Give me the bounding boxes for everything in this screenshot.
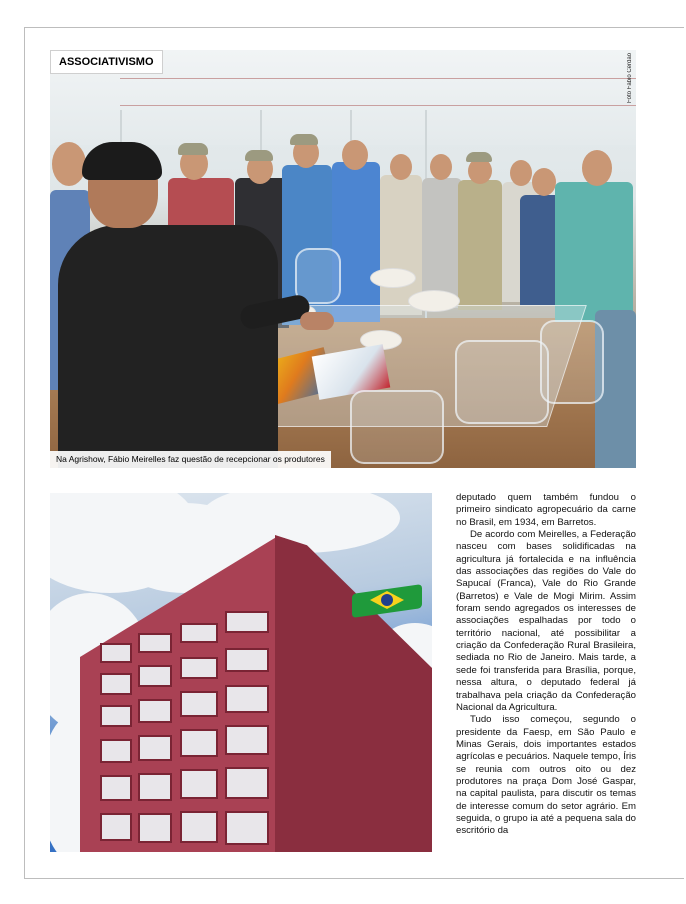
speaker-suit: [58, 225, 278, 468]
section-tag: ASSOCIATIVISMO: [50, 50, 163, 74]
acrylic-chair: [455, 340, 549, 424]
window: [100, 705, 132, 727]
person-head: [342, 140, 368, 170]
person-head: [390, 154, 412, 180]
article-column: [456, 492, 636, 854]
cap: [290, 134, 318, 145]
food-plate: [408, 290, 460, 312]
person-head: [510, 160, 532, 186]
window: [180, 691, 218, 717]
window: [225, 685, 269, 713]
person-head: [430, 154, 452, 180]
cap: [466, 152, 492, 162]
ceiling-line: [120, 105, 636, 106]
photo-caption: Na Agrishow, Fábio Meirelles faz questão de recepcionar os produtores: [50, 451, 331, 468]
person-head: [52, 142, 86, 186]
building-photo: [50, 493, 432, 852]
article-paragraph: Tudo isso começou, segundo o presidente da Faesp, em São Paulo e Minas Gerais, dois importantes estados agrícolas e pecuários. Naquele tempo, Íris se reunia com outros oito ou dez produtores na praça Dom José Gaspar, na capital paulista, para discutir os temas de interesse comum do setor agrário. Em seguida, o grupo ia até a pequena sala do escritório da: [456, 714, 636, 837]
window: [180, 811, 218, 843]
building-side: [275, 535, 432, 852]
person: [422, 178, 462, 308]
person: [332, 162, 380, 322]
window: [180, 769, 218, 799]
photo-credit: Foto Fabio Cerdao: [627, 52, 633, 103]
window: [180, 729, 218, 757]
window: [225, 611, 269, 633]
window: [138, 735, 172, 761]
cap: [178, 143, 208, 155]
window: [180, 657, 218, 679]
window: [100, 775, 132, 801]
window: [225, 811, 269, 845]
article-paragraph: De acordo com Meirelles, a Federação nasceu com bases solidificadas na agricultura já fortalecida e na influência das associações das regiões do Vale do Sapucaí (Franca), Vale do Rio Grande (Barretos) e Vale de Mogi Mirim. Assim foram sendo agregados os interesses de associações espalhadas por todo o território nacional, até possibilitar a criação da Confederação Rural Brasileira, sediada no Rio de Janeiro. Mais tarde, a sede foi transferida para Brasília, porque, nessa altura, o deputado federal já trabalhava pela criação da Confederação Nacional da Agricultura.: [456, 529, 636, 713]
window: [100, 739, 132, 763]
speaker-hair: [82, 142, 162, 180]
window: [100, 643, 132, 663]
window: [138, 813, 172, 843]
window: [138, 665, 172, 687]
window: [138, 699, 172, 723]
acrylic-chair: [540, 320, 604, 404]
window: [138, 773, 172, 801]
article-paragraph: deputado quem também fundou o primeiro sindicato agropecuário da carne no Brasil, em 1934, em Barretos.: [456, 492, 636, 528]
window: [100, 673, 132, 695]
person-head: [582, 150, 612, 186]
person-head: [532, 168, 556, 196]
event-photo: [50, 50, 636, 468]
acrylic-chair: [350, 390, 444, 464]
window: [100, 813, 132, 841]
window: [225, 725, 269, 755]
cap: [245, 150, 273, 161]
window: [138, 633, 172, 653]
flag-globe: [381, 594, 393, 606]
window: [225, 767, 269, 799]
food-plate: [370, 268, 416, 288]
person: [555, 182, 633, 322]
ceiling-line: [120, 78, 636, 79]
person: [458, 180, 502, 310]
window: [225, 648, 269, 672]
window: [180, 623, 218, 643]
speaker-hand: [300, 312, 334, 330]
